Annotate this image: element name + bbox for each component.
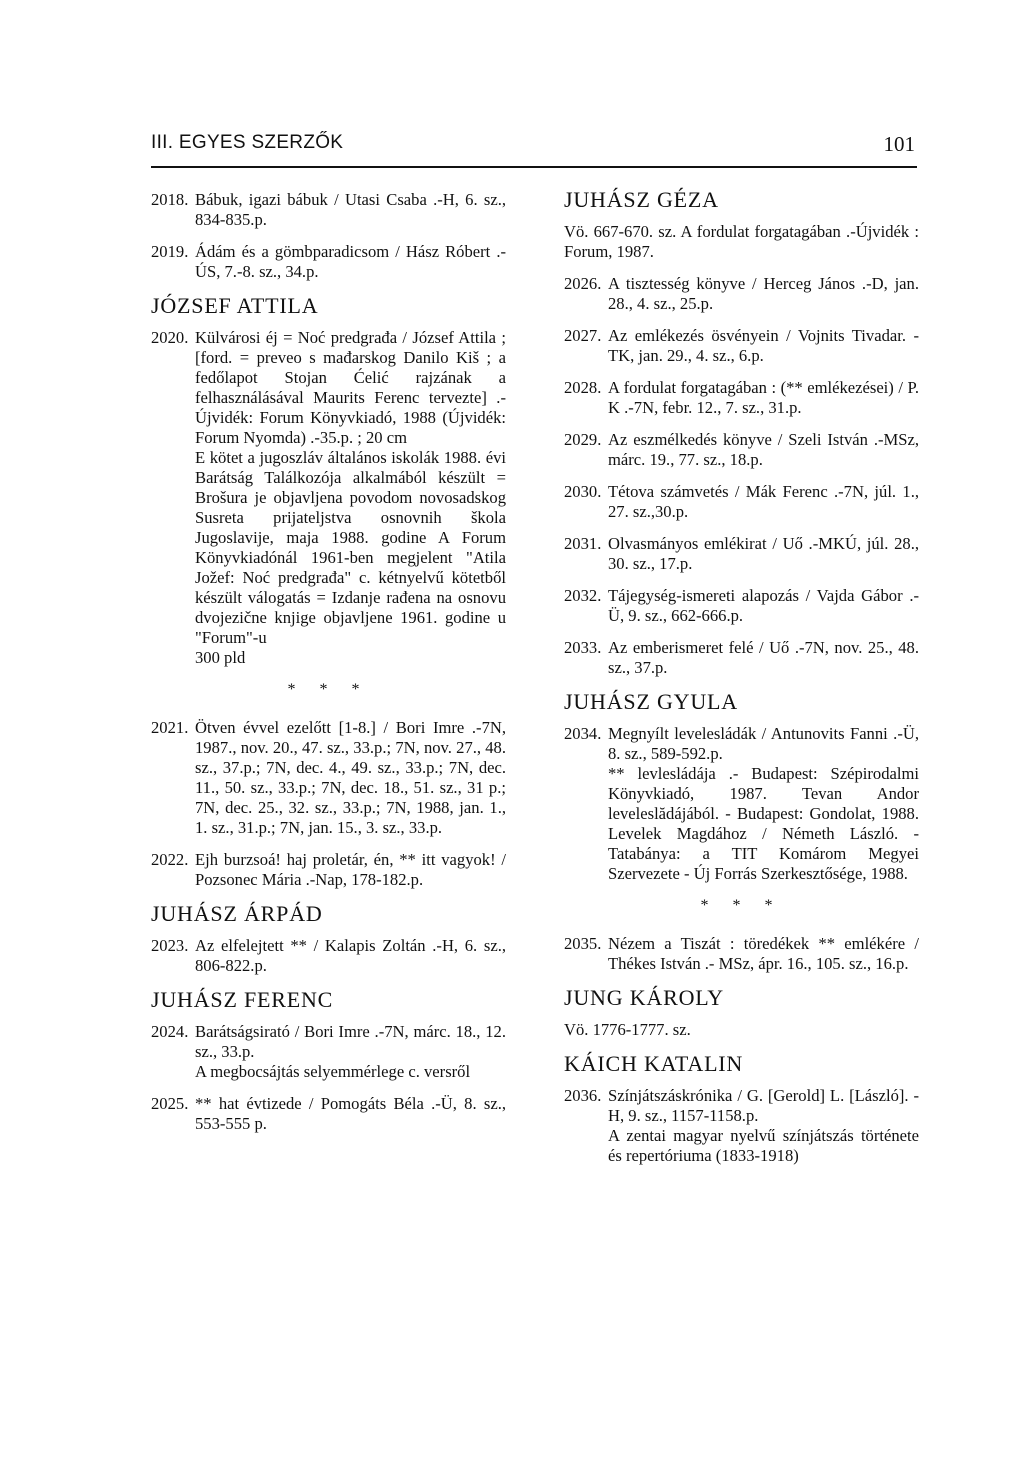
author-heading-jozsef-attila: JÓZSEF ATTILA	[151, 293, 319, 318]
entry-number: 2029.	[564, 430, 602, 449]
section-separator: * * *	[700, 897, 783, 914]
entry-text: A fordulat forgatagában : (** emlékezései) / P. K .-7N, febr. 12., 7. sz., 31.p.	[608, 378, 919, 417]
entry-text: Olvasmányos emlékirat / Uő .-MKÚ, júl. 28., 30. sz., 17.p.	[608, 534, 919, 573]
entry-text: Bábuk, igazi bábuk / Utasi Csaba .-H, 6. sz., 834-835.p.	[195, 190, 506, 229]
entry-text: Tétova számvetés / Mák Ferenc .-7N, júl. 1., 27. sz.,30.p.	[608, 482, 919, 521]
entry-number: 2027.	[564, 326, 602, 345]
bib-entry-2028	[564, 378, 919, 418]
bib-entry-2032	[564, 586, 919, 626]
entry-number: 2019.	[151, 242, 189, 261]
entry-number: 2036.	[564, 1086, 602, 1105]
bib-entry-2026	[564, 274, 919, 314]
bib-entry-2035	[564, 934, 919, 974]
bib-entry-2031	[564, 534, 919, 574]
left-column	[151, 190, 506, 1146]
entry-number: 2020.	[151, 328, 189, 347]
entry-number: 2021.	[151, 718, 189, 737]
author-heading-jung-karoly: JUNG KÁROLY	[564, 985, 724, 1010]
bib-entry-2018	[151, 190, 506, 230]
bib-entry-2023	[151, 936, 506, 976]
bib-entry-2022	[151, 850, 506, 890]
entry-text: Ádám és a gömbparadicsom / Hász Róbert .- ÚS, 7.-8. sz., 34.p.	[195, 242, 506, 281]
bib-entry-2025	[151, 1094, 506, 1134]
entry-number: 2034.	[564, 724, 602, 743]
page-number: 101	[883, 132, 915, 156]
entry-number: 2030.	[564, 482, 602, 501]
entry-text: Nézem a Tiszát : töredékek ** emlékére / Thékes István .- MSz, ápr. 16., 105. sz., 16.p.	[608, 934, 919, 973]
entry-number: 2033.	[564, 638, 602, 657]
entry-number: 2024.	[151, 1022, 189, 1041]
entry-number: 2031.	[564, 534, 602, 553]
cross-reference: Vö. 667-670. sz. A fordulat forgatagában .-Újvidék : Forum, 1987.	[564, 222, 919, 261]
entry-text: Az emberismeret felé / Uő .-7N, nov. 25., 48. sz., 37.p.	[608, 638, 919, 677]
entry-text: Az elfelejtett ** / Kalapis Zoltán .-H, 6. sz., 806-822.p.	[195, 936, 506, 975]
section-separator: * * *	[287, 681, 370, 698]
bib-entry-2021	[151, 718, 506, 838]
bib-entry-2027	[564, 326, 919, 366]
bib-entry-2019	[151, 242, 506, 282]
author-heading-kaich-katalin: KÁICH KATALIN	[564, 1051, 744, 1076]
entry-note: ** levlesládája .- Budapest: Szépirodalmi Könyvkiadó, 1987. Tevan Andor leveleslădájából. - Budapest: Gondolat, 1988. Levelek Magdához / Németh László. - Tatabánya: a TIT Komárom Megyei Szervezete - Új Forrás Szerkesztősége, 1988.	[608, 764, 919, 883]
entry-note: E kötet a jugoszláv általános iskolák 1988. évi Barátság Találkozója alkalmából készült = Brošura je objavljena povodom novosadskog Susreta prijateljstva osnovnih škola Jugoslavije, maja 1988. godine A Forum Könyvkiadónál 1961-ben megjelent "Atila Jožef: Noć predgrađa" c. kétnyelvű kötetből készült válogatás = Izdanje rađena na osnovu dvojezične knjige objavljene 1961. godine u "Forum"-u	[195, 448, 506, 647]
entry-text: Ötven évvel ezelőtt [1-8.] / Bori Imre .-7N, 1987., nov. 20., 47. sz., 33.p.; 7N, nov. 27., 48. sz., 37.p.; 7N, dec. 4., 49. sz., 33.p.; 7N, dec. 11., 50. sz., 33.p.; 7N, dec. 18., 51. sz., 31 p.; 7N, dec. 25., 32. sz., 33.p.; 7N, 1988, jan. 1., 1. sz., 31.p.; 7N, jan. 15., 3. sz., 33.p.	[195, 718, 506, 837]
entry-text: Színjátszáskrónika / G. [Gerold] L. [László]. - H, 9. sz., 1157-1158.p.	[608, 1086, 919, 1125]
entry-text: Tájegység-ismereti alapozás / Vajda Gábor .-Ü, 9. sz., 662-666.p.	[608, 586, 919, 625]
bib-entry-2024	[151, 1022, 506, 1062]
bib-entry-2030	[564, 482, 919, 522]
entry-number: 2025.	[151, 1094, 189, 1113]
entry-text: Az eszmélkedés könyve / Szeli István .-MSz, márc. 19., 77. sz., 18.p.	[608, 430, 919, 469]
copies-note: 300 pld	[195, 648, 246, 667]
entry-number: 2018.	[151, 190, 189, 209]
entry-text: Az emlékezés ösvényein / Vojnits Tivadar. - TK, jan. 29., 4. sz., 6.p.	[608, 326, 919, 365]
entry-number: 2023.	[151, 936, 189, 955]
entry-number: 2026.	[564, 274, 602, 293]
entry-text: Ejh burzsoá! haj proletár, én, ** itt vagyok! / Pozsonec Mária .-Nap, 178-182.p.	[195, 850, 506, 889]
entry-number: 2028.	[564, 378, 602, 397]
entry-note: A zentai magyar nyelvű színjátszás története és repertóriuma (1833-1918)	[608, 1126, 919, 1165]
entry-text: A tisztesség könyve / Herceg János .-D, jan. 28., 4. sz., 25.p.	[608, 274, 919, 313]
bib-entry-2036	[564, 1086, 919, 1126]
section-title: III. EGYES SZERZŐK	[151, 132, 344, 153]
cross-reference: Vö. 1776-1777. sz.	[564, 1020, 691, 1039]
entry-number: 2022.	[151, 850, 189, 869]
bib-entry-2034	[564, 724, 919, 764]
author-heading-juhasz-arpad: JUHÁSZ ÁRPÁD	[151, 901, 323, 926]
bib-entry-2020	[151, 328, 506, 448]
bib-entry-2033	[564, 638, 919, 678]
right-column	[564, 187, 919, 1166]
entry-number: 2035.	[564, 934, 602, 953]
entry-text: Megnyílt levelesládák / Antunovits Fanni .-Ü, 8. sz., 589-592.p.	[608, 724, 919, 763]
entry-note: A megbocsájtás selyemmérlege c. versről	[195, 1062, 471, 1081]
author-heading-juhasz-ferenc: JUHÁSZ FERENC	[151, 987, 334, 1012]
entry-text: Barátságsirató / Bori Imre .-7N, márc. 18., 12. sz., 33.p.	[195, 1022, 506, 1061]
entry-text: ** hat évtizede / Pomogáts Béla .-Ü, 8. sz., 553-555 p.	[195, 1094, 506, 1133]
entry-text: Külvárosi éj = Noć predgrađa / József Attila ; [ford. = preveo s mađarskog Danilo Kiš ; a fedőlapot Stojan Ćelić rajzának a felhasználásával Maurits Ferenc tervezte] .-Újvidék: Forum Könyvkiadó, 1988 (Újvidék: Forum Nyomda) .-35.p. ; 20 cm	[195, 328, 506, 447]
entry-number: 2032.	[564, 586, 602, 605]
page-header	[151, 126, 917, 168]
author-heading-juhasz-gyula: JUHÁSZ GYULA	[564, 689, 738, 714]
bib-entry-2029	[564, 430, 919, 470]
author-heading-juhasz-geza: JUHÁSZ GÉZA	[564, 187, 719, 212]
